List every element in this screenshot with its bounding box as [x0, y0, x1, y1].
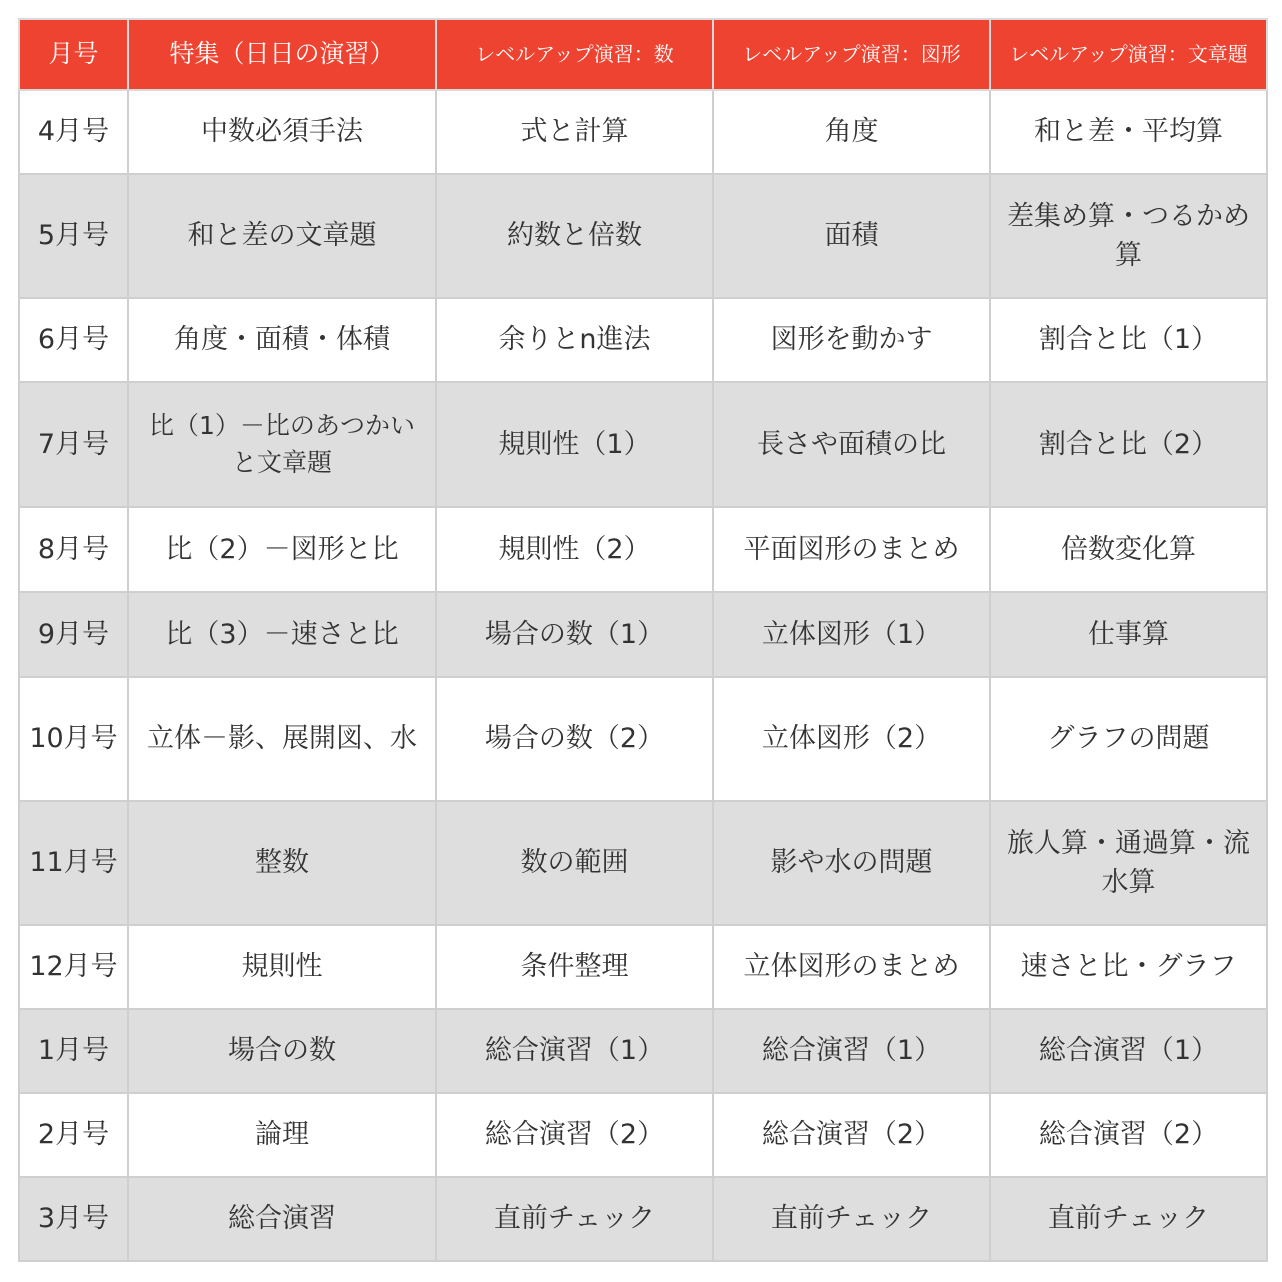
topic-cell: 割合と比（2） — [990, 382, 1267, 507]
topic-cell: 和と差・平均算 — [990, 90, 1267, 174]
topic-cell: 場合の数（1） — [436, 592, 713, 677]
month-cell: 8月号 — [19, 507, 128, 592]
header-level-up-geometry: レベルアップ演習：図形 — [713, 19, 990, 90]
topic-cell: 立体図形（1） — [713, 592, 990, 677]
month-cell: 4月号 — [19, 90, 128, 174]
topic-cell: 比（1）－比のあつかいと文章題 — [128, 382, 436, 507]
table-row — [19, 382, 1267, 507]
topic-cell: 長さや面積の比 — [713, 382, 990, 507]
table-row — [19, 174, 1267, 298]
header-special: 特集（日日の演習） — [128, 19, 436, 90]
topic-cell: 比（3）－速さと比 — [128, 592, 436, 677]
table-row — [19, 90, 1267, 174]
topic-cell: 規則性（1） — [436, 382, 713, 507]
month-cell: 6月号 — [19, 298, 128, 382]
topic-cell: 比（2）－図形と比 — [128, 507, 436, 592]
table-row — [19, 925, 1267, 1009]
table-row — [19, 1009, 1267, 1093]
topic-cell: 数の範囲 — [436, 801, 713, 925]
topic-cell: 速さと比・グラフ — [990, 925, 1267, 1009]
table-row — [19, 298, 1267, 382]
topic-cell: 総合演習 — [128, 1177, 436, 1261]
topic-cell: 立体図形（2） — [713, 677, 990, 801]
topic-cell: 和と差の文章題 — [128, 174, 436, 298]
topic-cell: 規則性（2） — [436, 507, 713, 592]
topic-cell: 場合の数（2） — [436, 677, 713, 801]
topic-cell: 余りとn進法 — [436, 298, 713, 382]
topic-cell: 規則性 — [128, 925, 436, 1009]
month-cell: 7月号 — [19, 382, 128, 507]
header-level-up-word-problems: レベルアップ演習：文章題 — [990, 19, 1267, 90]
topic-cell: 面積 — [713, 174, 990, 298]
topic-cell: 論理 — [128, 1093, 436, 1177]
topic-cell: 中数必須手法 — [128, 90, 436, 174]
topic-cell: 旅人算・通過算・流水算 — [990, 801, 1267, 925]
month-cell: 9月号 — [19, 592, 128, 677]
month-cell: 3月号 — [19, 1177, 128, 1261]
topic-cell: 場合の数 — [128, 1009, 436, 1093]
topic-cell: 直前チェック — [713, 1177, 990, 1261]
header-month: 月号 — [19, 19, 128, 90]
topic-cell: 総合演習（1） — [990, 1009, 1267, 1093]
table-row — [19, 1093, 1267, 1177]
topic-cell: 差集め算・つるかめ算 — [990, 174, 1267, 298]
table-row — [19, 677, 1267, 801]
topic-cell: 平面図形のまとめ — [713, 507, 990, 592]
topic-cell: 角度・面積・体積 — [128, 298, 436, 382]
topic-cell: 仕事算 — [990, 592, 1267, 677]
topic-cell: 影や水の問題 — [713, 801, 990, 925]
topic-cell: 図形を動かす — [713, 298, 990, 382]
month-cell: 2月号 — [19, 1093, 128, 1177]
topic-cell: 総合演習（2） — [436, 1093, 713, 1177]
month-cell: 11月号 — [19, 801, 128, 925]
table-row — [19, 801, 1267, 925]
table-row — [19, 1177, 1267, 1261]
topic-cell: 整数 — [128, 801, 436, 925]
topic-cell: 総合演習（2） — [990, 1093, 1267, 1177]
topic-cell: 角度 — [713, 90, 990, 174]
topic-cell: 式と計算 — [436, 90, 713, 174]
topic-cell: 割合と比（1） — [990, 298, 1267, 382]
header-row — [19, 19, 1267, 90]
topic-cell: 直前チェック — [990, 1177, 1267, 1261]
topic-cell: 倍数変化算 — [990, 507, 1267, 592]
topic-cell: 総合演習（1） — [436, 1009, 713, 1093]
month-cell: 10月号 — [19, 677, 128, 801]
topic-cell: 立体図形のまとめ — [713, 925, 990, 1009]
header-level-up-numbers: レベルアップ演習：数 — [436, 19, 713, 90]
curriculum-table — [18, 18, 1268, 1262]
topic-cell: 立体－影、展開図、水 — [128, 677, 436, 801]
month-cell: 5月号 — [19, 174, 128, 298]
month-cell: 1月号 — [19, 1009, 128, 1093]
topic-cell: 総合演習（1） — [713, 1009, 990, 1093]
topic-cell: グラフの問題 — [990, 677, 1267, 801]
month-cell: 12月号 — [19, 925, 128, 1009]
topic-cell: 約数と倍数 — [436, 174, 713, 298]
table-row — [19, 507, 1267, 592]
topic-cell: 総合演習（2） — [713, 1093, 990, 1177]
topic-cell: 直前チェック — [436, 1177, 713, 1261]
table-row — [19, 592, 1267, 677]
topic-cell: 条件整理 — [436, 925, 713, 1009]
